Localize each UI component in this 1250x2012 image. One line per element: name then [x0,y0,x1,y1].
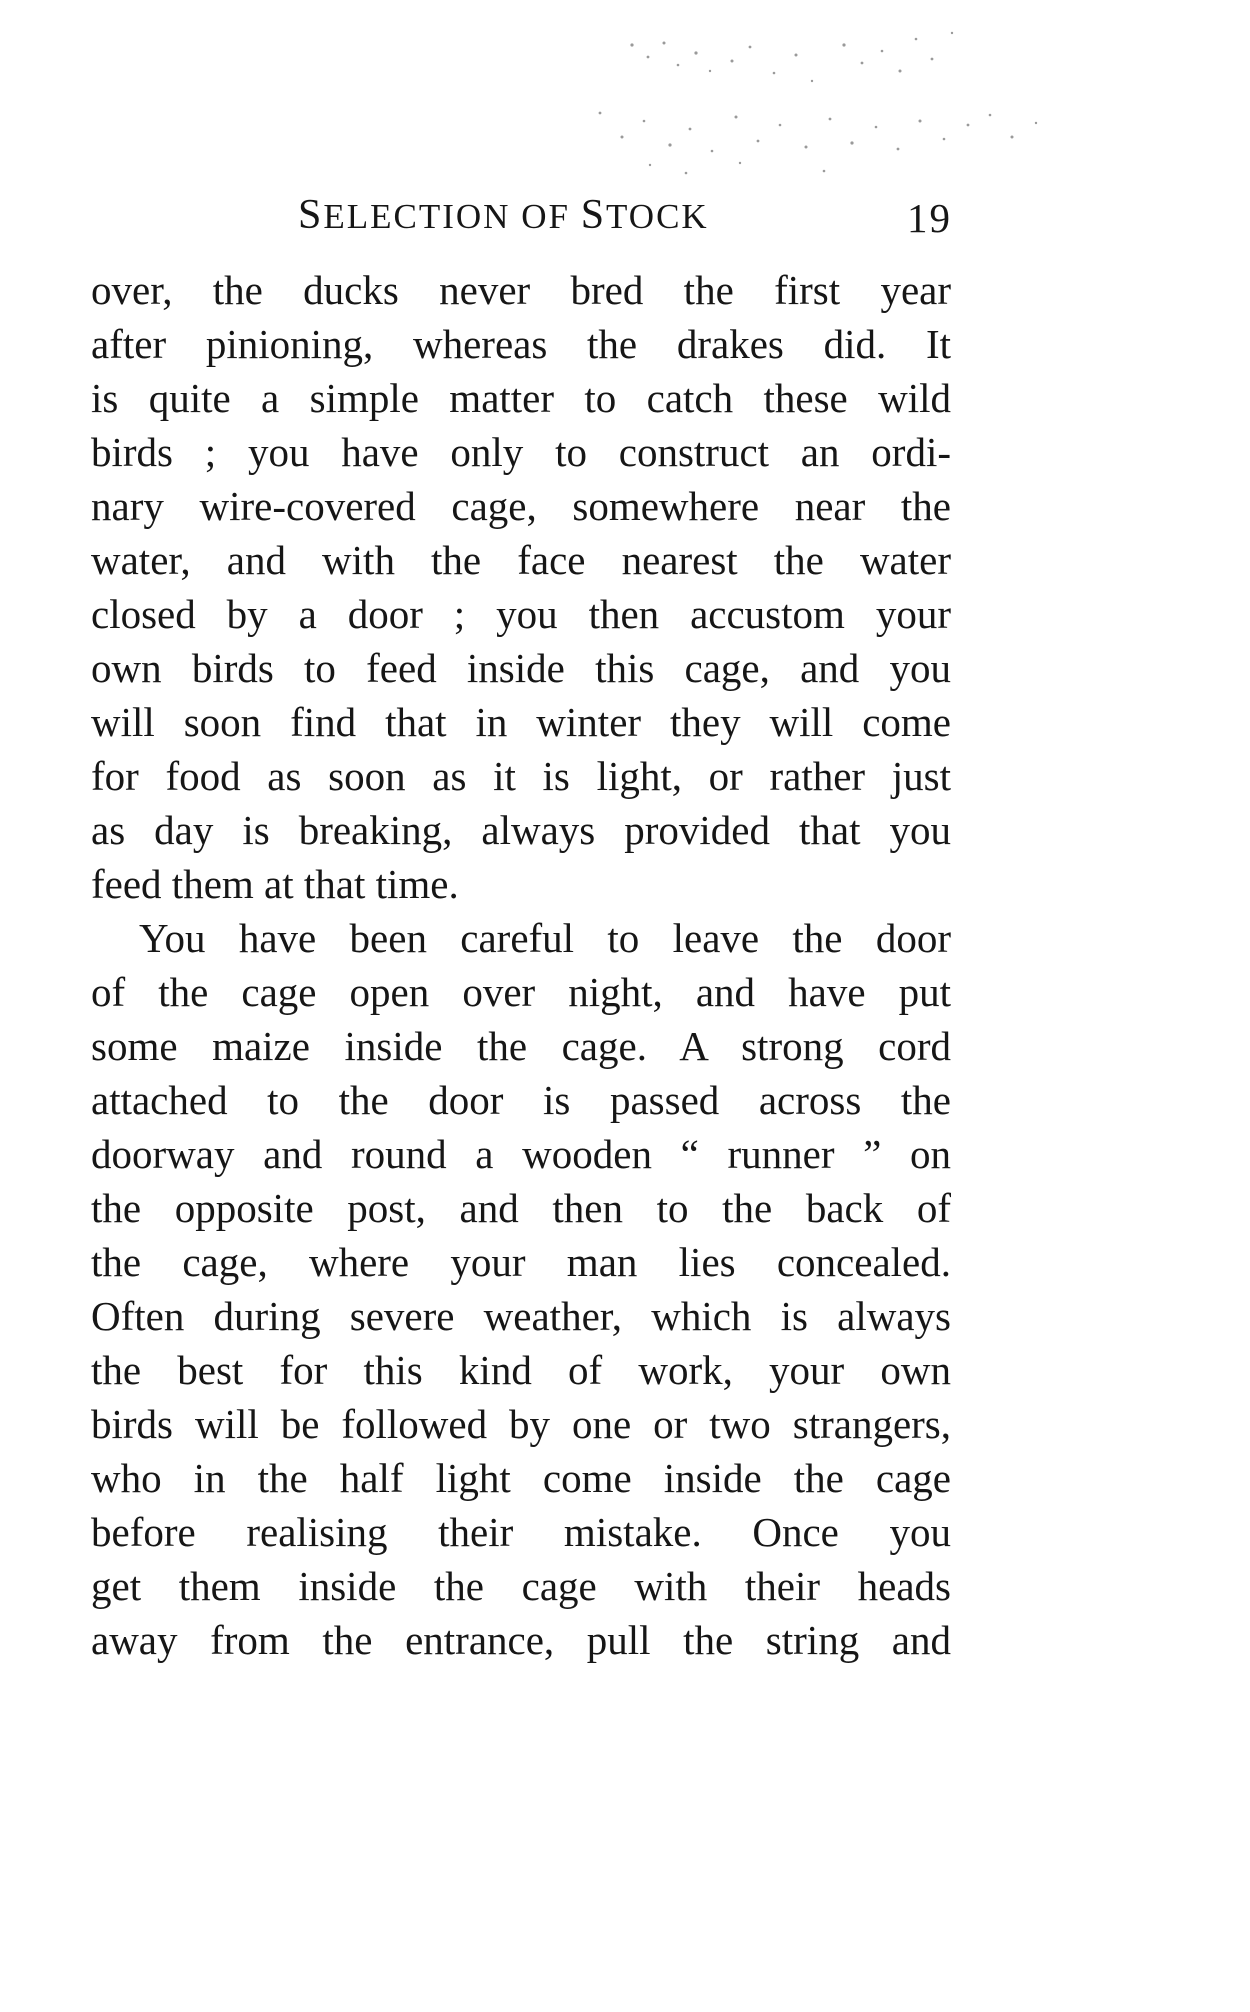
text-line: the opposite post, and then to the back of [91,1185,951,1231]
running-head-initial: S [580,192,607,238]
text-line: closed by a door ; you then accustom your [91,591,951,637]
text-line: away from the entrance, pull the string and [91,1617,951,1663]
text-line: You have been careful to leave the door [139,915,951,961]
text-line: as day is breaking, always provided that you [91,807,951,853]
text-line: get them inside the cage with their heads [91,1563,951,1609]
paragraph [91,263,951,911]
running-head-word: OF [521,197,570,236]
text-line: will soon find that in winter they will come [91,699,951,745]
body-text [91,263,951,1667]
text-line: the best for this kind of work, your own [91,1347,951,1393]
text-line: birds will be followed by one or two strangers, [91,1401,951,1447]
text-line: over, the ducks never bred the first year [91,267,951,313]
paragraph [91,911,951,1667]
text-line: before realising their mistake. Once you [91,1509,951,1555]
text-line: after pinioning, whereas the drakes did. It [91,321,951,367]
text-line: who in the half light come inside the cage [91,1455,951,1501]
text-line: of the cage open over night, and have put [91,969,951,1015]
text-line: Often during severe weather, which is always [91,1293,951,1339]
running-head-word: TOCK [606,197,709,236]
text-line: some maize inside the cage. A strong cord [91,1023,951,1069]
running-head-initial: S [298,192,324,238]
text-line: feed them at that time. [91,861,459,907]
running-head [298,190,709,242]
text-line: water, and with the face nearest the water [91,537,951,583]
page-number: 19 [907,195,952,241]
text-line: doorway and round a wooden “ runner ” on [91,1131,951,1177]
text-line: for food as soon as it is light, or rather just [91,753,951,799]
running-head-word: ELECTION [323,197,511,236]
text-line: nary wire-covered cage, somewhere near the [91,483,951,529]
text-line: birds ; you have only to construct an ordi- [91,429,951,475]
text-line: the cage, where your man lies concealed. [91,1239,951,1285]
text-line: attached to the door is passed across the [91,1077,951,1123]
bleed-through-speckles [560,25,1060,195]
text-line: own birds to feed inside this cage, and you [91,645,951,691]
text-line: is quite a simple matter to catch these wild [91,375,951,421]
